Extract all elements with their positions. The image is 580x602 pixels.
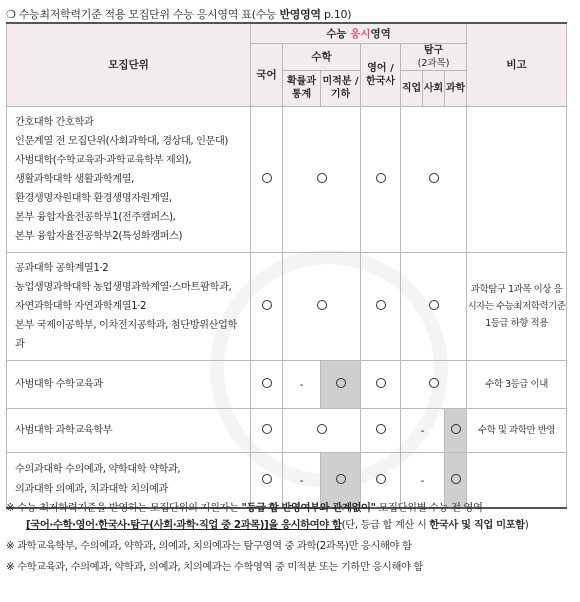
math-prob-excluded: - xyxy=(283,452,321,508)
math-required xyxy=(283,106,361,252)
circle-icon xyxy=(376,424,386,434)
header-remarks: 비고 xyxy=(467,23,567,106)
footnote-3: ※ 수학교육과, 수의예과, 약학과, 의예과, 치의예과는 수학영역 중 미적분 또는 기하만 응시해야 함 xyxy=(6,561,423,573)
header-math: 수학 xyxy=(283,43,361,70)
circle-icon xyxy=(451,474,461,484)
circle-icon xyxy=(262,173,272,183)
math-calc-required xyxy=(321,360,361,408)
circle-icon xyxy=(376,173,386,183)
circle-icon xyxy=(429,173,439,183)
inquiry-other-excluded: - xyxy=(401,452,445,508)
korean-required xyxy=(251,252,283,360)
header-math-calc: 미적분 / 기하 xyxy=(321,70,361,106)
inquiry-required xyxy=(401,360,467,408)
science-required xyxy=(445,408,467,452)
circle-icon xyxy=(262,300,272,310)
table-row xyxy=(7,106,567,252)
circle-icon xyxy=(451,424,461,434)
circle-icon xyxy=(336,378,346,388)
korean-required xyxy=(251,408,283,452)
inquiry-other-excluded: - xyxy=(401,408,445,452)
circle-icon xyxy=(376,300,386,310)
requirements-table xyxy=(6,22,567,509)
remarks-cell: 과학탐구 1과목 이상 응시자는 수능최저학력기준 1등급 하향 적용 xyxy=(467,252,567,360)
title-prefix: ❍ 수능최저학력기준 적용 모집단위 수능 응시영역 표(수능 xyxy=(6,8,280,21)
english-required xyxy=(361,252,401,360)
circle-icon xyxy=(317,300,327,310)
units-cell: 공과대학 공학계열1·2 농업생명과학대학 농업생명과학계열·스마트팜학과, 자연과학대학 자연과학계열1·2 본부 국제이공학부, 이차전지공학과, 첨단방위산업학과 xyxy=(7,252,251,360)
page-title xyxy=(6,6,351,22)
header-math-prob: 확률과 통계 xyxy=(283,70,321,106)
remarks-cell: 수학 3등급 이내 xyxy=(467,360,567,408)
table-row xyxy=(7,408,567,452)
math-required xyxy=(283,252,361,360)
footnote-2: ※ 과학교육학부, 수의예과, 약학과, 의예과, 치의예과는 탐구영역 중 과학(2과목)만 응시해야 함 xyxy=(6,540,412,552)
title-bold: 반영영역 xyxy=(279,8,321,21)
english-required xyxy=(361,106,401,252)
math-prob-excluded: - xyxy=(283,360,321,408)
footnotes xyxy=(6,500,576,580)
header-soc: 사회 xyxy=(423,70,445,106)
korean-required xyxy=(251,360,283,408)
header-unit: 모집단위 xyxy=(7,23,251,106)
circle-icon xyxy=(429,300,439,310)
english-required xyxy=(361,360,401,408)
circle-icon xyxy=(376,474,386,484)
header-english: 영어 / 한국사 xyxy=(361,43,401,106)
math-required xyxy=(283,408,361,452)
korean-required xyxy=(251,106,283,252)
header-sci: 과학 xyxy=(445,70,467,106)
footnote-1: ※ 수능 최저학력기준을 반영하는 모집단위의 지원자는 "등급 합 반영여부와 관계없이" 모집단위별 수능 전 영역 [국어·수학·영어·한국사·탐구(사회·과학·직업 중 2과목)]을 응시하여야 함(단, 등급 합 계산 시 한국사 및 직업 미포함) xyxy=(6,502,529,531)
units-cell: 사범대학 과학교육학부 xyxy=(7,408,251,452)
inquiry-required xyxy=(401,106,467,252)
title-suffix: p.10) xyxy=(320,8,352,21)
circle-icon xyxy=(317,173,327,183)
units-cell: 사범대학 수학교육과 xyxy=(7,360,251,408)
header-korean: 국어 xyxy=(251,43,283,106)
circle-icon xyxy=(317,424,327,434)
header-suneung: 수능 응시영역 xyxy=(251,23,467,43)
circle-icon xyxy=(262,378,272,388)
circle-icon xyxy=(262,474,272,484)
header-inquiry: 탐구 (2과목) xyxy=(401,43,467,70)
circle-icon xyxy=(262,424,272,434)
table-row xyxy=(7,252,567,360)
circle-icon xyxy=(336,474,346,484)
circle-icon xyxy=(376,378,386,388)
remarks-cell: 수학 및 과학만 반영 xyxy=(467,408,567,452)
units-cell: 수의과대학 수의예과, 약학대학 약학과, 의과대학 의예과, 치과대학 치의예과 xyxy=(7,452,251,508)
remarks-cell xyxy=(467,106,567,252)
units-cell: 간호대학 간호학과 인문계열 전 모집단위(사회과학대, 경상대, 인문대) 사범대학(수학교육과·과학교육학부 제외), 생활과학대학 생활과학계열, 환경생명자원대학 환경생명자원계열, 본부 융합자율전공학부1(전주캠퍼스), 본부 융합자율전공학부2(특성화캠퍼스) xyxy=(7,106,251,252)
header-voc: 직업 xyxy=(401,70,423,106)
english-required xyxy=(361,408,401,452)
table-row xyxy=(7,360,567,408)
circle-icon xyxy=(429,378,439,388)
inquiry-required xyxy=(401,252,467,360)
